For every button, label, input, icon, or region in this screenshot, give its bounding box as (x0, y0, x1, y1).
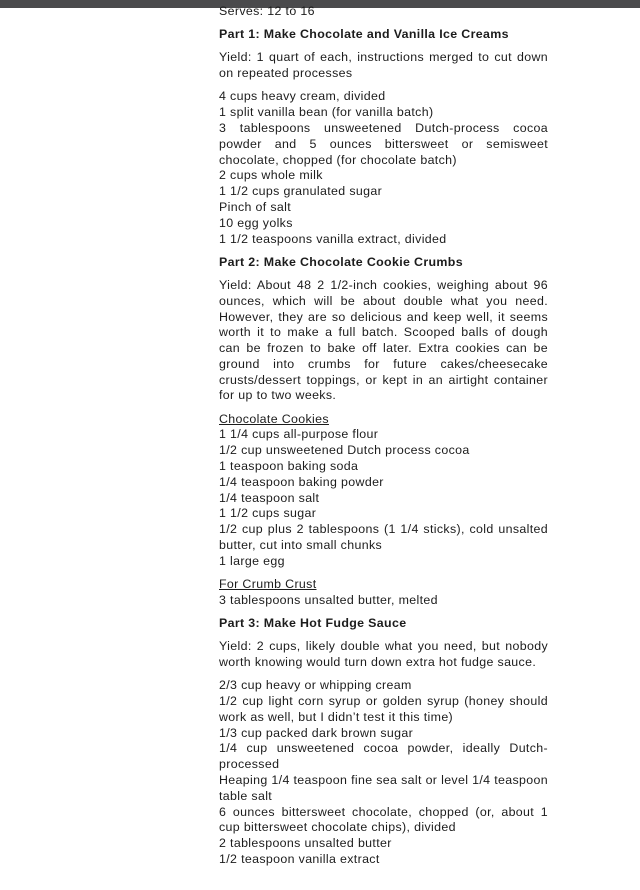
part3-ingredient-list (219, 678, 548, 868)
ingredient-item: 2 tablespoons unsalted butter (219, 836, 392, 851)
ingredient-item: 1/3 cup packed dark brown sugar (219, 725, 414, 740)
ingredient-item: 1/4 cup unsweetened cocoa powder, ideally Dutch-processed (219, 741, 548, 772)
ingredient-item: 1 1/2 cups granulated sugar (219, 184, 383, 199)
cookies-subheading: Chocolate Cookies (219, 411, 329, 426)
ingredient-item: 1/4 teaspoon baking powder (219, 474, 384, 489)
ingredient-item: Pinch of salt (219, 199, 292, 214)
part3-heading: Part 3: Make Hot Fudge Sauce (219, 616, 407, 631)
part2-heading: Part 2: Make Chocolate Cookie Crumbs (219, 254, 463, 269)
ingredient-item: 3 tablespoons unsalted butter, melted (219, 592, 438, 607)
ingredient-item: 3 tablespoons unsweetened Dutch-process cocoa powder and 5 ounces bittersweet or semisweet chocolate, chopped (for chocolate batch) (219, 120, 548, 167)
ingredient-item: 1 1/4 cups all-purpose flour (219, 427, 379, 442)
ingredient-item: 1/4 teaspoon salt (219, 490, 320, 505)
ingredient-item: 1/2 cup light corn syrup or golden syrup (honey should work as well, but I didn’t test it this time) (219, 693, 548, 724)
part3-yield: Yield: 2 cups, likely double what you need, but nobody worth knowing would turn down extra hot fudge sauce. (219, 639, 548, 669)
ingredient-item: Heaping 1/4 teaspoon fine sea salt or level 1/4 teaspoon table salt (219, 772, 548, 803)
ingredient-item: 2/3 cup heavy or whipping cream (219, 678, 412, 693)
recipe-page (219, 4, 548, 868)
part1-ingredient-list (219, 89, 548, 247)
crust-ingredient-list (219, 577, 548, 609)
ingredient-item: 1/2 teaspoon vanilla extract (219, 851, 380, 866)
part2-yield: Yield: About 48 2 1/2-inch cookies, weighing about 96 ounces, which will be about double what you need. However, they are so delicious and keep well, it seems worth it to make a full batch. Scooped balls of dough can be frozen to bake off later. Extra cookies can be ground into crumbs for future cakes/cheesecake crusts/dessert toppings, or kept in an airtight container for up to two weeks. (219, 277, 548, 403)
ingredient-item: 1 teaspoon baking soda (219, 459, 359, 474)
ingredient-item: 1 large egg (219, 553, 285, 568)
part1-yield: Yield: 1 quart of each, instructions merged to cut down on repeated processes (219, 50, 548, 81)
ingredient-item: 6 ounces bittersweet chocolate, chopped (or, about 1 cup bittersweet chocolate chips), divided (219, 804, 548, 835)
ingredient-item: 1 1/2 cups sugar (219, 506, 317, 521)
ingredient-item: 2 cups whole milk (219, 168, 323, 183)
ingredient-item: 4 cups heavy cream, divided (219, 89, 386, 104)
ingredient-item: 1 1/2 teaspoons vanilla extract, divided (219, 231, 447, 246)
ingredient-item: 1/2 cup unsweetened Dutch process cocoa (219, 443, 470, 458)
part1-heading: Part 1: Make Chocolate and Vanilla Ice Creams (219, 27, 509, 42)
ingredient-item: 1 split vanilla bean (for vanilla batch) (219, 105, 434, 120)
ingredient-item: 10 egg yolks (219, 215, 293, 230)
crust-subheading: For Crumb Crust (219, 577, 317, 592)
serves-line: Serves: 12 to 16 (219, 4, 315, 18)
cookies-ingredient-list (219, 412, 548, 570)
ingredient-item: 1/2 cup plus 2 tablespoons (1 1/4 sticks), cold unsalted butter, cut into small chunks (219, 522, 548, 553)
